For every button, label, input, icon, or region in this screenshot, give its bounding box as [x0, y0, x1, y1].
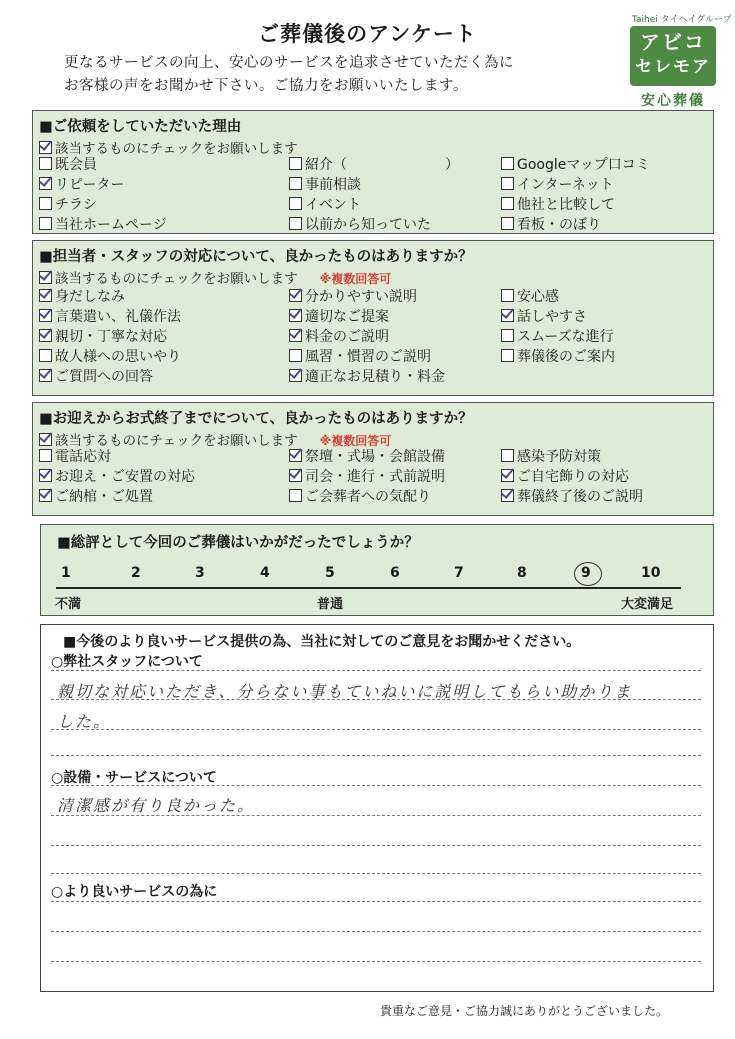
- answer-line: [51, 699, 701, 700]
- option-item[interactable]: 事前相談: [289, 175, 459, 195]
- comments-heading: ■今後のより良いサービス提供の為、当社に対してのご意見をお聞かせください。: [63, 634, 581, 650]
- checkbox[interactable]: [501, 289, 514, 302]
- staff-heading: ○弊社スタッフについて: [51, 654, 203, 670]
- rating-low-label: 不満: [55, 597, 82, 612]
- checkbox[interactable]: [289, 309, 302, 322]
- checkbox-checked: [39, 433, 52, 446]
- option-item[interactable]: ご納棺・ご処置: [39, 487, 195, 507]
- answer-line: [51, 901, 701, 902]
- option-item[interactable]: 料金のご説明: [289, 327, 445, 347]
- option-item[interactable]: ご質問への回答: [39, 367, 181, 387]
- option-item[interactable]: 紹介（ ）: [289, 155, 459, 175]
- answer-line: [51, 729, 701, 730]
- section-heading: ■ご依頼をしていただいた理由: [39, 119, 242, 135]
- option-item[interactable]: 他社と比較して: [501, 195, 650, 215]
- option-item[interactable]: 電話応対: [39, 447, 195, 467]
- answer-line: [51, 785, 701, 786]
- checkbox[interactable]: [39, 349, 52, 362]
- group-logo-text: Taihei タイヘイグループ: [632, 15, 732, 25]
- checkbox[interactable]: [289, 217, 302, 230]
- checkbox[interactable]: [289, 289, 302, 302]
- section-instruction: 該当するものにチェックをお願いします ※複数回答可: [39, 267, 391, 287]
- checkbox[interactable]: [289, 489, 302, 502]
- option-column: [39, 447, 195, 507]
- comments-section: [40, 624, 714, 992]
- rating-heading: ■総評として今回のご葬儀はいかがだったでしょうか？: [57, 535, 419, 551]
- answer-line: [51, 961, 701, 962]
- answer-line: [51, 755, 701, 756]
- selected-rating-circle: [574, 562, 602, 586]
- option-item[interactable]: 適正なお見積り・料金: [289, 367, 445, 387]
- rating-option[interactable]: 2: [131, 565, 141, 581]
- checkbox[interactable]: [289, 157, 302, 170]
- checkbox[interactable]: [501, 469, 514, 482]
- section-ceremony: [32, 402, 714, 516]
- option-item[interactable]: 葬儀後のご案内: [501, 347, 615, 367]
- rating-option[interactable]: 6: [390, 565, 400, 581]
- option-item[interactable]: 風習・慣習のご説明: [289, 347, 445, 367]
- option-item[interactable]: 故人様への思いやり: [39, 347, 181, 367]
- option-item[interactable]: スムーズな進行: [501, 327, 615, 347]
- intro-line: お客様の声をお聞かせ下さい。ご協力をお願いいたします。: [64, 78, 468, 94]
- rating-option[interactable]: 10: [641, 565, 661, 581]
- checkbox[interactable]: [501, 349, 514, 362]
- answer-line: [51, 670, 701, 671]
- checkbox[interactable]: [289, 177, 302, 190]
- option-item[interactable]: 分かりやすい説明: [289, 287, 445, 307]
- checkbox[interactable]: [289, 469, 302, 482]
- checkbox[interactable]: [289, 449, 302, 462]
- option-item[interactable]: 言葉遣い、礼儀作法: [39, 307, 181, 327]
- option-item[interactable]: 適切なご提案: [289, 307, 445, 327]
- checkbox[interactable]: [501, 329, 514, 342]
- option-item[interactable]: 以前から知っていた: [289, 215, 459, 235]
- checkbox[interactable]: [289, 329, 302, 342]
- checkbox[interactable]: [501, 449, 514, 462]
- staff-answer-line[interactable]: 親切な対応いただき、分らない事もていねいに説明してもらい助かりま: [57, 682, 633, 701]
- option-item[interactable]: チラシ: [39, 195, 167, 215]
- checkbox[interactable]: [39, 309, 52, 322]
- checkbox-checked: [39, 141, 52, 154]
- rating-option[interactable]: 4: [260, 565, 270, 581]
- option-item[interactable]: 葬儀終了後のご説明: [501, 487, 643, 507]
- rating-option[interactable]: 5: [325, 565, 335, 581]
- logo-line-1: アビコ: [640, 30, 706, 54]
- checkbox[interactable]: [289, 369, 302, 382]
- section-instruction: 該当するものにチェックをお願いします ※複数回答可: [39, 429, 391, 449]
- facility-heading: ○設備・サービスについて: [51, 770, 217, 786]
- rating-scale-line: [56, 587, 681, 589]
- option-item[interactable]: 親切・丁寧な対応: [39, 327, 181, 347]
- checkbox[interactable]: [39, 157, 52, 170]
- checkbox[interactable]: [39, 217, 52, 230]
- answer-line: [51, 815, 701, 816]
- option-item[interactable]: ご自宅飾りの対応: [501, 467, 643, 487]
- option-column: [39, 155, 167, 235]
- option-item[interactable]: 祭壇・式場・会館設備: [289, 447, 445, 467]
- checkbox[interactable]: [39, 489, 52, 502]
- section-instruction: 該当するものにチェックをお願いします: [39, 137, 298, 157]
- option-column: [501, 287, 615, 367]
- option-item[interactable]: 看板・のぼり: [501, 215, 650, 235]
- rating-option[interactable]: 3: [195, 565, 205, 581]
- option-column: [501, 155, 650, 235]
- checkbox[interactable]: [501, 197, 514, 210]
- checkbox[interactable]: [39, 329, 52, 342]
- option-item[interactable]: 当社ホームページ: [39, 215, 167, 235]
- option-column: [289, 155, 459, 235]
- multiple-answers-note: ※複数回答可: [319, 434, 392, 448]
- rating-option[interactable]: 8: [517, 565, 527, 581]
- option-item[interactable]: インターネット: [501, 175, 650, 195]
- option-column: [289, 287, 445, 387]
- option-item[interactable]: イベント: [289, 195, 459, 215]
- checkbox[interactable]: [289, 349, 302, 362]
- multiple-answers-note: ※複数回答可: [319, 272, 392, 286]
- rating-option-selected[interactable]: 9: [581, 565, 591, 581]
- checkbox[interactable]: [501, 157, 514, 170]
- company-logo: [630, 26, 716, 86]
- option-item[interactable]: 既会員: [39, 155, 167, 175]
- section-heading: ■担当者・スタッフの対応について、良かったものはありますか？: [39, 249, 473, 265]
- logo-line-2: セレモア: [635, 57, 711, 77]
- option-item[interactable]: 身だしなみ: [39, 287, 181, 307]
- rating-option[interactable]: 7: [454, 565, 464, 581]
- option-item[interactable]: ご会葬者への気配り: [289, 487, 445, 507]
- checkbox[interactable]: [39, 197, 52, 210]
- checkbox[interactable]: [289, 197, 302, 210]
- checkbox[interactable]: [39, 177, 52, 190]
- checkbox[interactable]: [39, 289, 52, 302]
- option-column: [501, 447, 643, 507]
- section-request-reason: [32, 110, 714, 234]
- option-item[interactable]: リピーター: [39, 175, 167, 195]
- overall-rating-section: [40, 524, 714, 616]
- checkbox[interactable]: [39, 469, 52, 482]
- option-item[interactable]: Googleマップ口コミ: [501, 155, 650, 175]
- logo-tagline: 安心葬儀: [641, 93, 705, 109]
- option-item[interactable]: 安心感: [501, 287, 615, 307]
- section-staff-response: [32, 240, 714, 396]
- section-heading: ■お迎えからお式終了までについて、良かったものはありますか？: [39, 411, 473, 427]
- rating-high-label: 大変満足: [621, 597, 674, 612]
- option-item[interactable]: お迎え・ご安置の対応: [39, 467, 195, 487]
- better-service-heading: ○より良いサービスの為に: [51, 884, 218, 900]
- answer-line: [51, 873, 701, 874]
- checkbox[interactable]: [39, 369, 52, 382]
- rating-mid-label: 普通: [317, 597, 344, 612]
- intro-text: [64, 52, 624, 98]
- option-column: [39, 287, 181, 387]
- answer-line: [51, 845, 701, 846]
- page-title: ご葬儀後のアンケート: [258, 22, 477, 46]
- option-item[interactable]: 話しやすさ: [501, 307, 615, 327]
- checkbox[interactable]: [501, 217, 514, 230]
- checkbox-checked: [39, 271, 52, 284]
- option-column: [289, 447, 445, 507]
- option-item[interactable]: 司会・進行・式前説明: [289, 467, 445, 487]
- staff-answer-line[interactable]: した。: [57, 712, 112, 731]
- checkbox[interactable]: [501, 489, 514, 502]
- intro-line: 更なるサービスの向上、安心のサービスを追求させていただく為に: [64, 55, 514, 71]
- answer-line: [51, 931, 701, 932]
- checkbox[interactable]: [501, 309, 514, 322]
- facility-answer[interactable]: 清潔感が有り良かった。: [57, 796, 256, 815]
- rating-option[interactable]: 1: [61, 565, 71, 581]
- checkbox[interactable]: [39, 449, 52, 462]
- checkbox[interactable]: [501, 177, 514, 190]
- option-item[interactable]: 感染予防対策: [501, 447, 643, 467]
- footer-thanks: 貴重なご意見・ご協力誠にありがとうございました。: [380, 1004, 669, 1018]
